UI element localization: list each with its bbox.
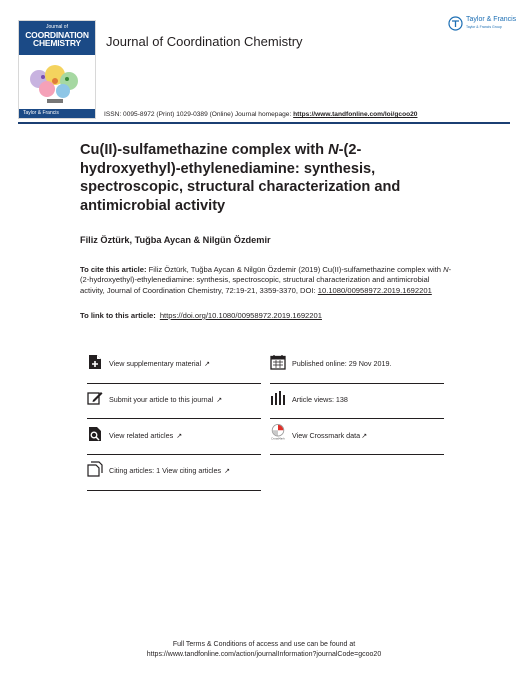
- cover-title: COORDINATION CHEMISTRY: [25, 30, 89, 48]
- publisher-subtitle: Taylor & Francis Group: [466, 25, 502, 29]
- article-link-line: [80, 311, 322, 320]
- article-doi-url[interactable]: https://doi.org/10.1080/00958972.2019.1692201: [159, 311, 322, 320]
- divider: [87, 383, 261, 384]
- journal-homepage-link[interactable]: https://www.tandfonline.com/loi/gcoo20: [293, 111, 418, 118]
- crossmark-label: View Crossmark data: [292, 431, 361, 440]
- crossmark-small-label: CrossMark: [271, 437, 285, 440]
- divider: [87, 490, 261, 491]
- citing-articles-link[interactable]: [109, 466, 230, 475]
- issn-text: ISSN: 0095-8972 (Print) 1029-0389 (Online) Journal homepage:: [104, 111, 292, 118]
- external-link-icon: ↗: [176, 433, 183, 440]
- cover-footer: [19, 109, 95, 118]
- divider: [87, 418, 261, 419]
- article-authors[interactable]: Filiz Öztürk, Tuğba Aycan & Nilgün Özdemir: [80, 235, 271, 245]
- external-link-icon: ↗: [204, 361, 211, 368]
- view-crossmark-link[interactable]: [292, 431, 367, 440]
- article-title: [80, 141, 420, 215]
- submit-article-link[interactable]: [109, 395, 222, 404]
- supplementary-label: View supplementary material: [109, 359, 202, 368]
- cover-header: [19, 21, 95, 55]
- crossmark-icon: [270, 424, 286, 440]
- external-link-icon: ↗: [224, 468, 230, 475]
- citing-articles-icon: [87, 461, 103, 477]
- view-related-articles-link[interactable]: [109, 431, 182, 440]
- title-part-1: Cu(II)-sulfamethazine complex with: [80, 142, 329, 158]
- publisher-name: Taylor & Francis: [466, 16, 517, 23]
- edit-article-icon: [87, 390, 103, 406]
- citation-doi-link[interactable]: 10.1080/00958972.2019.1692201: [317, 285, 432, 295]
- external-link-icon: ↗: [361, 433, 368, 440]
- divider: [270, 383, 444, 384]
- cover-molecule-art: [25, 59, 89, 107]
- citation-italic-n: N: [443, 265, 449, 274]
- calendar-icon: [270, 354, 286, 370]
- citation-label: To cite this article:: [80, 265, 147, 274]
- article-views: Article views: 138: [292, 395, 348, 404]
- view-supplementary-link[interactable]: [109, 359, 210, 368]
- citing-label: Citing articles: 1 View citing articles: [109, 466, 222, 475]
- link-label: To link to this article:: [80, 311, 156, 320]
- title-part-3: hydroxyethyl)-ethylenediamine: synthesis, spectroscopic, structural characterization and antimicrobial activity: [80, 160, 401, 214]
- supplementary-file-icon: [87, 354, 103, 370]
- terms-url[interactable]: https://www.tandfonline.com/action/journalInformation?journalCode=gcoo20: [146, 651, 382, 658]
- title-italic-n: N: [328, 142, 339, 158]
- external-link-icon: ↗: [216, 397, 223, 404]
- related-label: View related articles: [109, 431, 174, 440]
- divider: [87, 454, 261, 455]
- cover-small-text: Journal of: [46, 24, 68, 30]
- journal-title[interactable]: Journal of Coordination Chemistry: [106, 34, 303, 49]
- published-date: Published online: 29 Nov 2019.: [292, 359, 392, 368]
- divider: [270, 418, 444, 419]
- header-divider: [18, 122, 510, 124]
- citation-text-a: Filiz Öztürk, Tuğba Aycan & Nilgün Özdemir (2019) Cu(II)-sulfamethazine complex with: [146, 265, 444, 274]
- cover-bottom-text: Taylor & Francis: [23, 110, 59, 116]
- related-articles-icon: [87, 426, 103, 442]
- citation-block: [80, 265, 452, 296]
- journal-cover: [18, 20, 96, 119]
- submit-label: Submit your article to this journal: [109, 395, 214, 404]
- publisher-logo[interactable]: [448, 16, 517, 32]
- publisher-logo-icon: [448, 16, 463, 31]
- issn-line: [104, 111, 417, 118]
- bar-chart-icon: [270, 390, 286, 406]
- divider: [270, 454, 444, 455]
- citation-text-b: -(2-hydroxyethyl)-ethylenediamine: synthesis, spectroscopic, structural characterization and antimicrobial activity, Journal of Coordination Chemistry, 72:19-21, 3359-3370, DOI:: [80, 265, 452, 295]
- title-part-2: -(2-: [338, 142, 362, 158]
- terms-line: Full Terms & Conditions of access and use can be found at: [172, 641, 356, 648]
- terms-footer: [0, 640, 528, 660]
